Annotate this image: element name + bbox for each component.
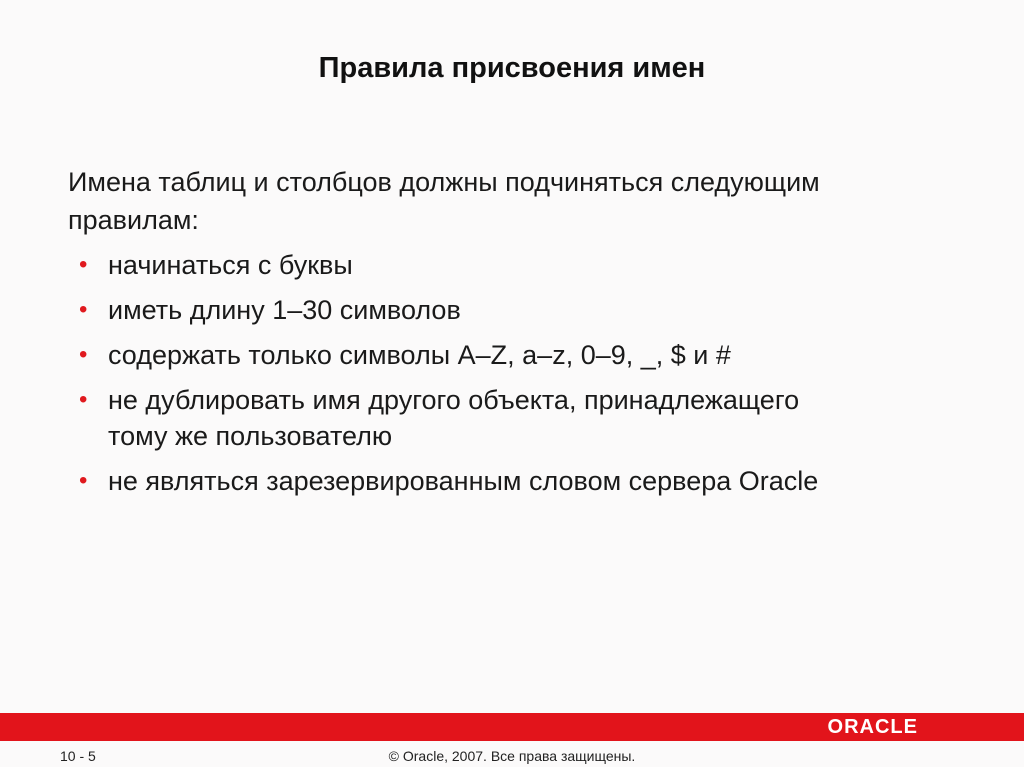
bullet-icon: • — [79, 341, 88, 368]
list-item-text: содержать только символы A–Z, a–z, 0–9, _, $ и # — [108, 340, 731, 370]
page-number: 10 - 5 — [60, 748, 96, 764]
slide-title: Правила присвоения имен — [318, 52, 706, 84]
bullet-icon: • — [79, 386, 88, 413]
list-item-text: не являться зарезервированным словом сервера Oracle — [108, 466, 819, 496]
list-item — [68, 463, 968, 499]
list-item-text: иметь длину 1–30 символов — [108, 295, 461, 325]
intro-line-1: Имена таблиц и столбцов должны подчиняться следующим — [68, 167, 820, 197]
bullet-icon: • — [79, 251, 88, 278]
oracle-logo: ORACLE — [827, 716, 918, 738]
bullet-icon: • — [79, 467, 88, 494]
list-item — [68, 247, 968, 283]
list-item-text: не дублировать имя другого объекта, принадлежащего — [108, 385, 800, 415]
bullet-icon: • — [79, 296, 88, 323]
copyright-text: © Oracle, 2007. Все права защищены. — [388, 748, 636, 764]
list-item — [68, 382, 968, 454]
list-item-text: начинаться с буквы — [108, 250, 353, 280]
list-item-text-continued: тому же пользователю — [108, 421, 393, 451]
list-item — [68, 337, 968, 373]
intro-line-2: правилам: — [68, 205, 199, 235]
intro-text — [68, 163, 968, 239]
rules-list — [68, 247, 968, 508]
list-item — [68, 292, 968, 328]
